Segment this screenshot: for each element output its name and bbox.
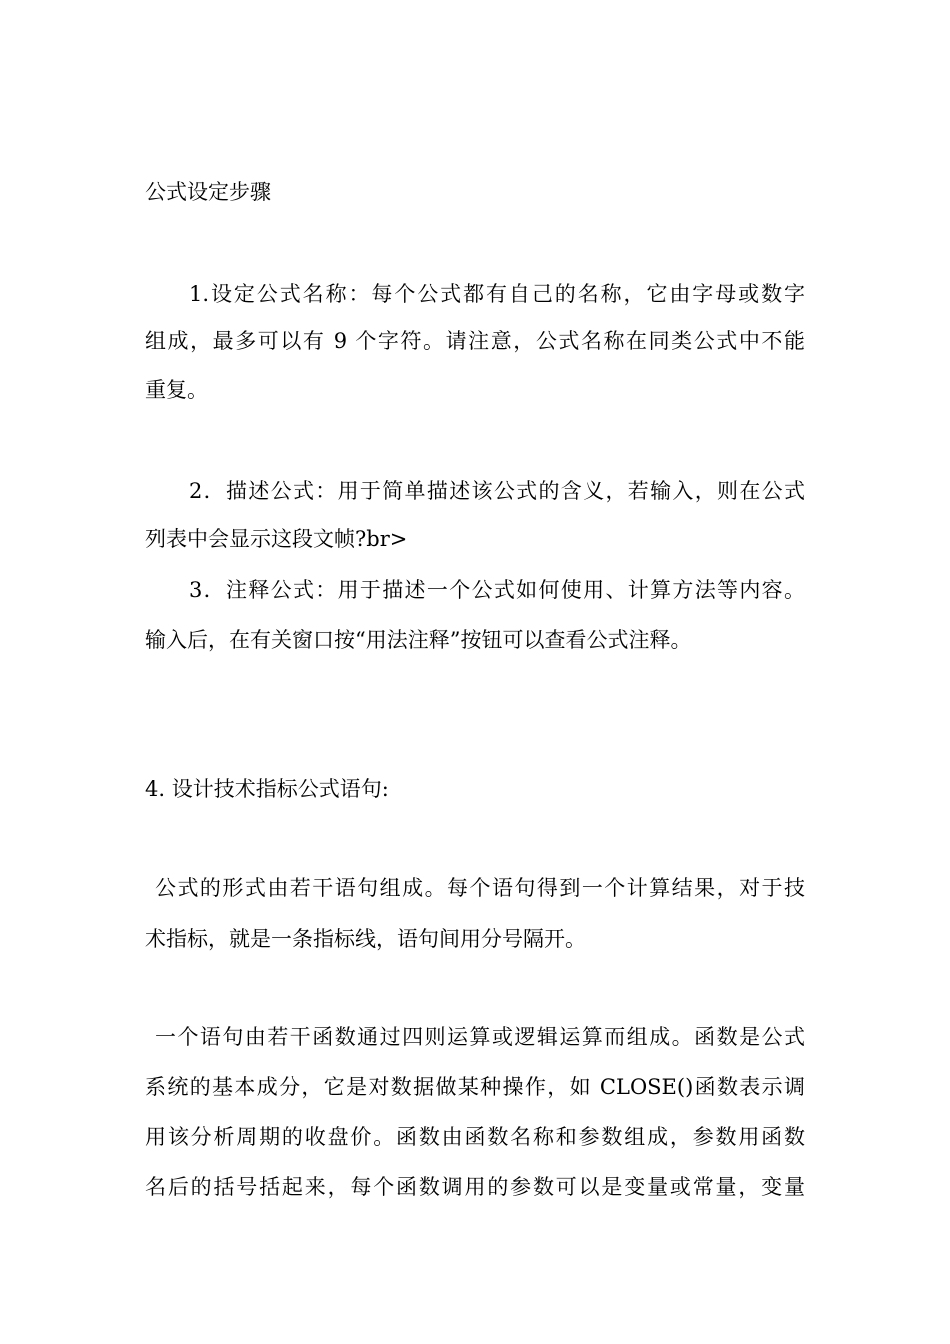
paragraph-line: 列表中会显示这段文帧?br> xyxy=(145,527,408,551)
section-heading: 4. 设计技术指标公式语句: xyxy=(145,777,389,801)
paragraph-line: 重复。 xyxy=(145,378,208,402)
paragraph-line: 组成，最多可以有 9 个字符。请注意，公式名称在同类公式中不能 xyxy=(145,329,805,353)
paragraph-line: 一个语句由若干函数通过四则运算或逻辑运算而组成。函数是公式 xyxy=(155,1025,805,1049)
paragraph-line: 名后的括号括起来，每个函数调用的参数可以是变量或常量，变量 xyxy=(145,1175,805,1199)
document-title: 公式设定步骤 xyxy=(145,180,271,204)
paragraph-line: 2．描述公式：用于简单描述该公式的含义，若输入，则在公式 xyxy=(189,479,805,503)
paragraph-line: 1.设定公式名称：每个公式都有自己的名称，它由字母或数字 xyxy=(189,282,805,306)
paragraph-line: 用该分析周期的收盘价。函数由函数名称和参数组成，参数用函数 xyxy=(145,1125,805,1149)
paragraph-line: 公式的形式由若干语句组成。每个语句得到一个计算结果，对于技 xyxy=(155,876,805,900)
paragraph-line: 3．注释公式：用于描述一个公式如何使用、计算方法等内容。 xyxy=(189,578,805,602)
paragraph-line: 输入后，在有关窗口按“用法注释”按钮可以查看公式注释。 xyxy=(145,628,692,652)
paragraph-line: 术指标，就是一条指标线，语句间用分号隔开。 xyxy=(145,927,586,951)
paragraph-line: 系统的基本成分，它是对数据做某种操作，如 CLOSE()函数表示调 xyxy=(145,1075,805,1099)
